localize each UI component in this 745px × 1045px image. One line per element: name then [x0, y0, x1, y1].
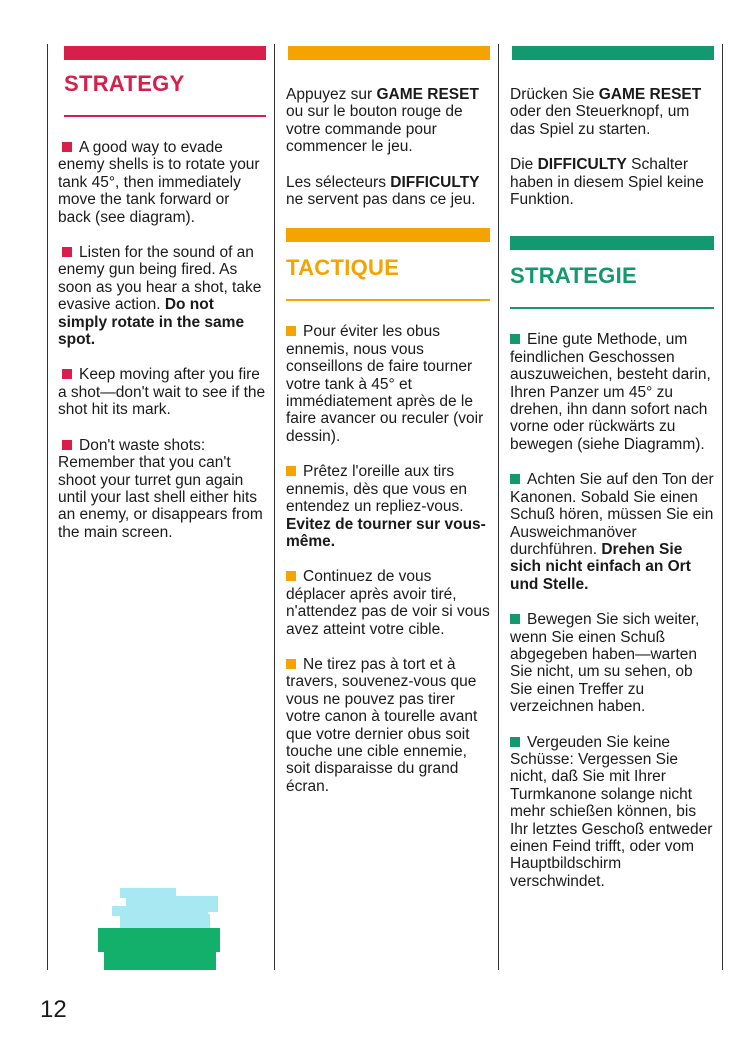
green-bullet-icon — [510, 474, 520, 484]
column-rule-1 — [274, 44, 275, 970]
orange-header-bar — [288, 46, 490, 60]
german-intro-2: Die DIFFICULTY Schalter haben in diesem Spiel keine Funktion. — [510, 156, 704, 209]
column-rule-left — [47, 44, 48, 970]
green-bullet-icon — [510, 334, 520, 344]
strategy-heading: STRATEGY — [64, 71, 185, 96]
french-column — [286, 46, 490, 813]
french-intro-2: Les sélecteurs DIFFICULTY ne servent pas dans ce jeu. — [286, 173, 480, 209]
tactique-paragraph-4: Ne tirez pas à tort et à travers, souvenez-vous que vous ne pouvez pas tirer votre canon à tourelle avant que votre dernier obus soit touche une cible ennemie, soit disparaisse du grand écran. — [286, 655, 478, 795]
orange-section-bar — [286, 228, 490, 242]
red-header-bar — [64, 46, 266, 60]
strategy-paragraph-3: Keep moving after you fire a shot—don't wait to see if the shot hit its mark. — [58, 366, 266, 419]
strategy-paragraph-4: Don't waste shots: Remember that you can't shoot your turret gun again until your last shell either hits an enemy, or disappears from the main screen. — [58, 436, 263, 541]
strategie-paragraph-1: Eine gute Methode, um feindlichen Geschossen auszuweichen, besteht darin, Ihren Panzer um 45° zu drehen, ihn dann sofort nach vorne oder rückwärts zu bewegen (siehe Diagramm). — [510, 331, 711, 453]
orange-bullet-icon — [286, 466, 296, 476]
green-divider — [510, 307, 714, 309]
strategy-paragraph-2: Listen for the sound of an enemy gun being fired. As soon as you hear a shot, take evasive action. Do not simply rotate in the same spot. — [58, 244, 262, 349]
tactique-paragraph-3: Continuez de vous déplacer après avoir tiré, n'attendez pas de voir si vous avez atteint votre cible. — [286, 568, 490, 638]
strategie-paragraph-3: Bewegen Sie sich weiter, wenn Sie einen Schuß abgegeben haben—warten Sie nicht, um su sehen, ob Sie einen Treffer zu verzeichnen haben. — [510, 611, 700, 716]
german-intro-1: Drücken Sie GAME RESET oder den Steuerknopf, um das Spiel zu starten. — [510, 86, 702, 138]
german-column — [510, 46, 714, 908]
green-bullet-icon — [510, 614, 520, 624]
orange-bullet-icon — [286, 571, 296, 581]
tactique-heading: TACTIQUE — [286, 255, 400, 281]
strategie-paragraph-2: Achten Sie auf den Ton der Kanonen. Sobald Sie einen Schuß hören, müssen Sie ein Ausweichmanöver durchführen. Drehen Sie sich nicht einfach an Ort und Stelle. — [510, 471, 714, 593]
orange-bullet-icon — [286, 659, 296, 669]
red-bullet-icon — [62, 247, 72, 257]
tactique-paragraph-2: Prêtez l'oreille aux tirs ennemis, dès que vous en entendez un repliez-vous. Evitez de tourner sur vous-même. — [286, 463, 486, 550]
red-bullet-icon — [62, 440, 72, 450]
green-header-bar — [512, 46, 714, 60]
red-divider — [64, 115, 266, 117]
red-bullet-icon — [62, 369, 72, 379]
strategy-paragraph-1: A good way to evade enemy shells is to rotate your tank 45°, then immediately move the tank forward or back (see diagram). — [58, 139, 260, 226]
french-intro-1: Appuyez sur GAME RESET ou sur le bouton rouge de votre commande pour commencer le jeu. — [286, 86, 479, 156]
orange-divider — [286, 299, 490, 301]
strategie-paragraph-4: Vergeuden Sie keine Schüsse: Vergessen Sie nicht, daß Sie mit Ihrer Turmkanone solange nicht mehr schießen können, bis Ihr letztes Geschoß entweder einen Feind trifft, oder vom Hauptbildschirm verschwindet. — [510, 733, 713, 890]
strategie-heading: STRATEGIE — [510, 263, 637, 289]
green-bullet-icon — [510, 737, 520, 747]
red-bullet-icon — [62, 142, 72, 152]
tank-icon — [98, 888, 220, 970]
column-rule-2 — [498, 44, 499, 970]
column-rule-right — [722, 44, 723, 970]
green-section-bar — [510, 236, 714, 250]
english-column — [58, 46, 266, 559]
tactique-paragraph-1: Pour éviter les obus ennemis, nous vous conseillons de faire tourner votre tank à 45° et immédiatement après de le faire avancer ou reculer (voir dessin). — [286, 323, 484, 445]
page-number: 12 — [40, 996, 67, 1023]
orange-bullet-icon — [286, 326, 296, 336]
